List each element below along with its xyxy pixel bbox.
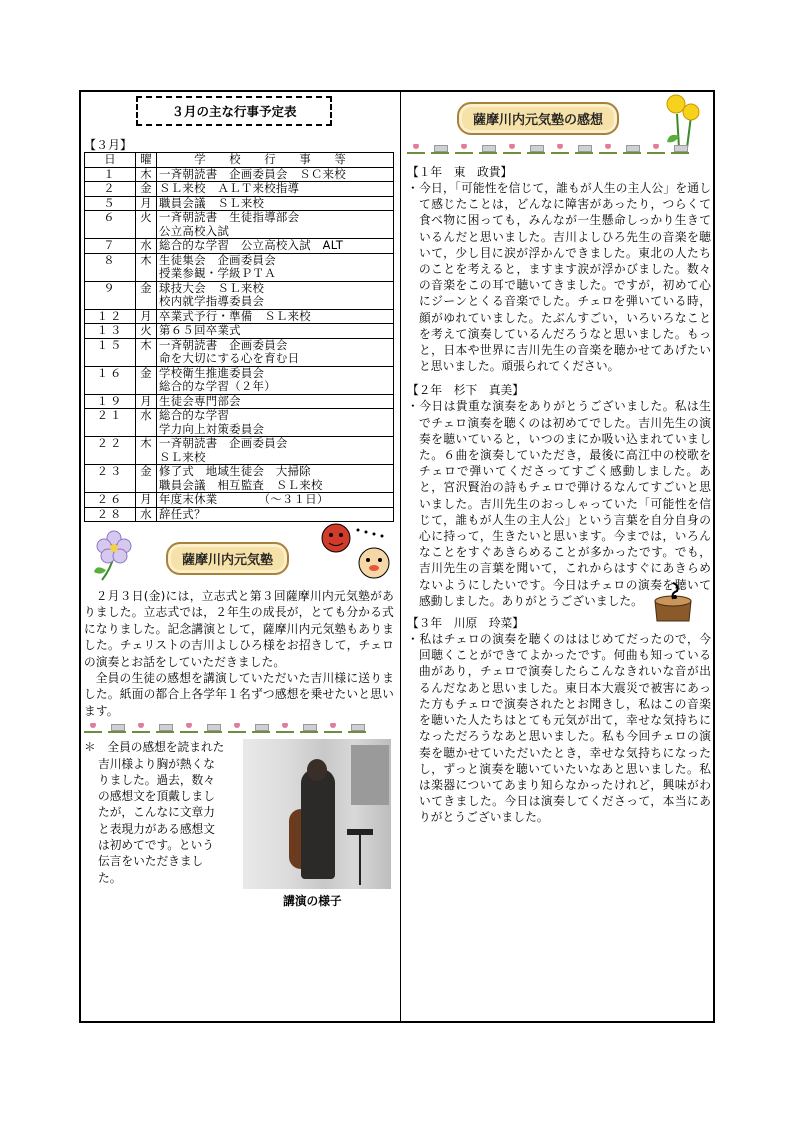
schedule-event-line: 一斉朝読書 生徒指導部会 bbox=[159, 210, 300, 224]
schedule-event-line: 職員会議 ＳＬ来校 bbox=[159, 195, 265, 210]
schedule-day: １ bbox=[85, 167, 136, 182]
schedule-day: １２ bbox=[85, 309, 136, 324]
schedule-event-line: 年度末休業 （～３１日） bbox=[159, 492, 329, 506]
schedule-dow: 月 bbox=[136, 309, 157, 324]
schedule-dow: 木 bbox=[136, 167, 157, 182]
schedule-event-line: 一斉朝読書 企画委員会 bbox=[159, 436, 288, 450]
schedule-row bbox=[85, 182, 394, 197]
schedule-dow: 金 bbox=[136, 182, 157, 197]
schedule-dow: 水 bbox=[136, 507, 157, 522]
schedule-row bbox=[85, 324, 394, 339]
schedule-dow: 火 bbox=[136, 324, 157, 339]
schedule-day: ９ bbox=[85, 281, 136, 309]
schedule-dow: 月 bbox=[136, 196, 157, 211]
schedule-dow: 月 bbox=[136, 493, 157, 508]
essay-3 bbox=[407, 615, 711, 825]
schedule-dow: 木 bbox=[136, 437, 157, 465]
essay-heading: 【１年 東 政貴】 bbox=[407, 165, 513, 179]
header-dow: 曜 bbox=[136, 153, 157, 168]
schedule-event-line: 総合的な学習 bbox=[159, 408, 230, 422]
schedule-events bbox=[157, 324, 394, 339]
note-section bbox=[84, 739, 394, 909]
schedule-dow: 月 bbox=[136, 394, 157, 409]
schedule-table bbox=[84, 152, 394, 522]
schedule-row bbox=[85, 338, 394, 366]
schedule-events bbox=[157, 211, 394, 239]
right-column bbox=[407, 96, 711, 826]
schedule-events bbox=[157, 493, 394, 508]
essay-1 bbox=[407, 164, 711, 374]
flower-icon bbox=[92, 526, 136, 582]
schedule-day: ２６ bbox=[85, 493, 136, 508]
schedule-row bbox=[85, 239, 394, 254]
essay-heading: 【３年 川原 玲菜】 bbox=[407, 616, 524, 631]
schedule-events bbox=[157, 465, 394, 493]
schedule-events bbox=[157, 239, 394, 254]
schedule-row bbox=[85, 465, 394, 493]
lecture-body bbox=[84, 588, 394, 719]
schedule-events bbox=[157, 196, 394, 211]
artist-message: ＊ 全員の感想を読まれた吉川様より胸が熱くなりました。過去，数々の感想文を頂戴しましたが，こんなに文章力と表現力がある感想文は初めてです。という伝言をいただきました。 bbox=[84, 740, 225, 885]
schedule-dow: 水 bbox=[136, 409, 157, 437]
schedule-body bbox=[85, 167, 394, 522]
header-day: 日 bbox=[85, 153, 136, 168]
schedule-events bbox=[157, 309, 394, 324]
schedule-dow: 水 bbox=[136, 239, 157, 254]
schedule-dow: 金 bbox=[136, 465, 157, 493]
schedule-day: １５ bbox=[85, 338, 136, 366]
schedule-events bbox=[157, 167, 394, 182]
schedule-row bbox=[85, 167, 394, 182]
schedule-event-line: 職員会議 相互監査 ＳＬ来校 bbox=[159, 477, 323, 492]
schedule-event-line: ＳＬ来校 bbox=[159, 449, 206, 464]
schedule-day: １９ bbox=[85, 394, 136, 409]
schedule-row bbox=[85, 253, 394, 281]
schedule-row bbox=[85, 437, 394, 465]
schedule-day: １６ bbox=[85, 366, 136, 394]
schedule-event-line: 球技大会 ＳＬ来校 bbox=[159, 280, 265, 295]
essay-text: ・今日は貴重な演奏をありがとうございました。私は生でチェロ演奏を聴くのは初めてでした。吉川先生の演奏を聴いていると，いつのまにか吸い込まれていました。６曲を演奏していただき，最後に高江中の校歌をチェロで弾いてくださってすごく感動しました。あと，宮沢賢治の詩もチェロで弾けるなんてすごいと思いました。吉川先生のおっしゃっていた「可能性を信じて，誰もが人生の主人公」という言葉を自分自身の心に持って，生きたいと思います。今までは，いろんなことをすぐあきらめることが多かったです。でも，吉川先生の言葉を聞いて，これからはすぐにあきらめないようにしたいです。今日はチェロの演奏を聴いて感動しました。ありがとうございました。 bbox=[407, 399, 711, 608]
decorative-border bbox=[84, 723, 394, 735]
schedule-events bbox=[157, 281, 394, 309]
essay-text: ・今日，「可能性を信じて，誰もが人生の主人公」を通して感じたことは，どんなに障害があったり，つらくて食べ物に困っても，みんなが一生懸命しっかり生きているんだと思いました。吉川よしひろ先生の音楽を聴いて，少し目に涙が浮かんできました。東北の人たちのことを考えると，ますます涙が浮かびました。数々の音楽をこの耳で聴いてきました。ですが，初めて心にジーンとくる音楽でした。チェロを弾いている時，顔がゆれていました。たぶんすごい，いろいろなことを考えて演奏しているんだろうなと思いました。もっと，日本や世界に吉川先生の音楽を聴かせてあげたいと思いました。頑張られてください。 bbox=[407, 181, 711, 374]
schedule-event-line: 公立高校入試 bbox=[159, 223, 230, 238]
schedule-event-line: 生徒集会 企画委員会 bbox=[159, 252, 276, 267]
schedule-row bbox=[85, 394, 394, 409]
schedule-row bbox=[85, 366, 394, 394]
schedule-event-line: 総合的な学習 公立高校入試 ALT bbox=[159, 238, 344, 252]
schedule-day: ２２ bbox=[85, 437, 136, 465]
schedule-row bbox=[85, 409, 394, 437]
schedule-event-line: 校内就学指導委員会 bbox=[159, 294, 265, 308]
lecture-photo bbox=[243, 739, 391, 889]
schedule-event-line: 授業参観・学級ＰＴＡ bbox=[159, 266, 276, 280]
schedule-events bbox=[157, 182, 394, 197]
schedule-dow: 金 bbox=[136, 281, 157, 309]
schedule-event-line: 総合的な学習（２年） bbox=[159, 379, 276, 393]
schedule-event-line: 命を大切にする心を育む日 bbox=[159, 351, 300, 365]
schedule-event-line: 学校衛生推進委員会 bbox=[159, 365, 265, 380]
bullet: ・ bbox=[407, 632, 419, 647]
schedule-event-line: 修了式 地域生徒会 大掃除 bbox=[159, 464, 311, 478]
schedule-day: ２８ bbox=[85, 507, 136, 522]
schedule-event-line: 第６５回卒業式 bbox=[159, 323, 241, 337]
photo-caption: 講演の様子 bbox=[283, 894, 342, 909]
schedule-row bbox=[85, 211, 394, 239]
essay-2 bbox=[407, 382, 711, 609]
schedule-row bbox=[85, 493, 394, 508]
schedule-day: ２１ bbox=[85, 409, 136, 437]
essay-text: ・私はチェロの演奏を聴くのははじめてだったので，今回聴くことができてよかったです。何曲も知っている曲があり，チェロで演奏したらこんなきれいな音が出るんだなあと思いました。東日本大震災で被害にあった方もチェロで演奏されたとお聞きし，私はこの音楽を聴いた人たちはとても元気が出て，幸せな気持ちになっただろうなあと思いました。私も今回チェロの演奏を聴かせていただいたとき，幸せな気持ちになったし，ずっと演奏を聴いていたいなあと思いました。私は楽器についてあまり知らなかったけれど，興味がわいてきました。今日は演奏してくださって，本当にありがとうございました。 bbox=[407, 632, 711, 825]
left-column bbox=[84, 96, 394, 909]
schedule-event-line: 生徒会専門部会 bbox=[159, 393, 241, 408]
schedule-event-line: 一斉朝読書 企画委員会 bbox=[159, 337, 288, 352]
schedule-event-line: ＳＬ来校 ＡＬＴ来校指導 bbox=[159, 181, 300, 195]
schedule-day: ８ bbox=[85, 253, 136, 281]
schedule-event-line: 辞任式？ bbox=[159, 506, 206, 521]
header-events: 学 校 行 事 等 bbox=[157, 153, 394, 168]
schedule-day: ２３ bbox=[85, 465, 136, 493]
lecture-title-area bbox=[84, 536, 394, 580]
lecture-paragraph: 全員の生徒の感想を講演していただいた吉川様に送りました。紙面の都合上各学年１名ずつ感想を乗せたいと思います。 bbox=[84, 671, 394, 718]
essay-heading: 【２年 杉下 真美】 bbox=[407, 383, 524, 398]
schedule-day: ２ bbox=[85, 182, 136, 197]
column-divider bbox=[400, 90, 401, 1023]
schedule-row bbox=[85, 309, 394, 324]
impressions-title: 薩摩川内元気塾の感想 bbox=[457, 102, 619, 135]
schedule-title: ３月の主な行事予定表 bbox=[136, 96, 332, 126]
photo-box bbox=[231, 739, 394, 909]
schedule-row bbox=[85, 196, 394, 211]
schedule-day: ５ bbox=[85, 196, 136, 211]
lecture-paragraph: ２月３日(金)には，立志式と第３回薩摩川内元気塾がありました。立志式では，２年生の成長が，とても分かる式になりました。記念講演として，薩摩川内元気塾もありました。チェリストの吉川よしひろ様をお招きして，チェロの演奏とお話をしていただきました。 bbox=[84, 589, 394, 669]
bullet: ・ bbox=[407, 181, 419, 195]
schedule-events bbox=[157, 338, 394, 366]
schedule-dow: 木 bbox=[136, 253, 157, 281]
month-label: 【３月】 bbox=[84, 138, 133, 152]
schedule-event-line: 一斉朝読書 企画委員会 ＳＣ来校 bbox=[159, 166, 347, 181]
chick-face-icon bbox=[354, 546, 394, 580]
schedule-event-line: 学力向上対策委員会 bbox=[159, 421, 265, 436]
schedule-event-line: 卒業式予行・準備 ＳＬ来校 bbox=[159, 308, 311, 323]
schedule-dow: 火 bbox=[136, 211, 157, 239]
schedule-day: ６ bbox=[85, 211, 136, 239]
schedule-events bbox=[157, 366, 394, 394]
schedule-dow: 木 bbox=[136, 338, 157, 366]
impressions-title-area bbox=[407, 96, 711, 140]
lecture-title: 薩摩川内元気塾 bbox=[166, 542, 289, 575]
music-stump-icon bbox=[649, 579, 697, 623]
dandelion-icon bbox=[663, 92, 703, 150]
schedule-events bbox=[157, 437, 394, 465]
schedule-events bbox=[157, 394, 394, 409]
schedule-day: ７ bbox=[85, 239, 136, 254]
schedule-dow: 金 bbox=[136, 366, 157, 394]
schedule-row bbox=[85, 281, 394, 309]
schedule-day: １３ bbox=[85, 324, 136, 339]
schedule-events bbox=[157, 253, 394, 281]
bullet: ・ bbox=[407, 399, 419, 414]
schedule-events bbox=[157, 409, 394, 437]
